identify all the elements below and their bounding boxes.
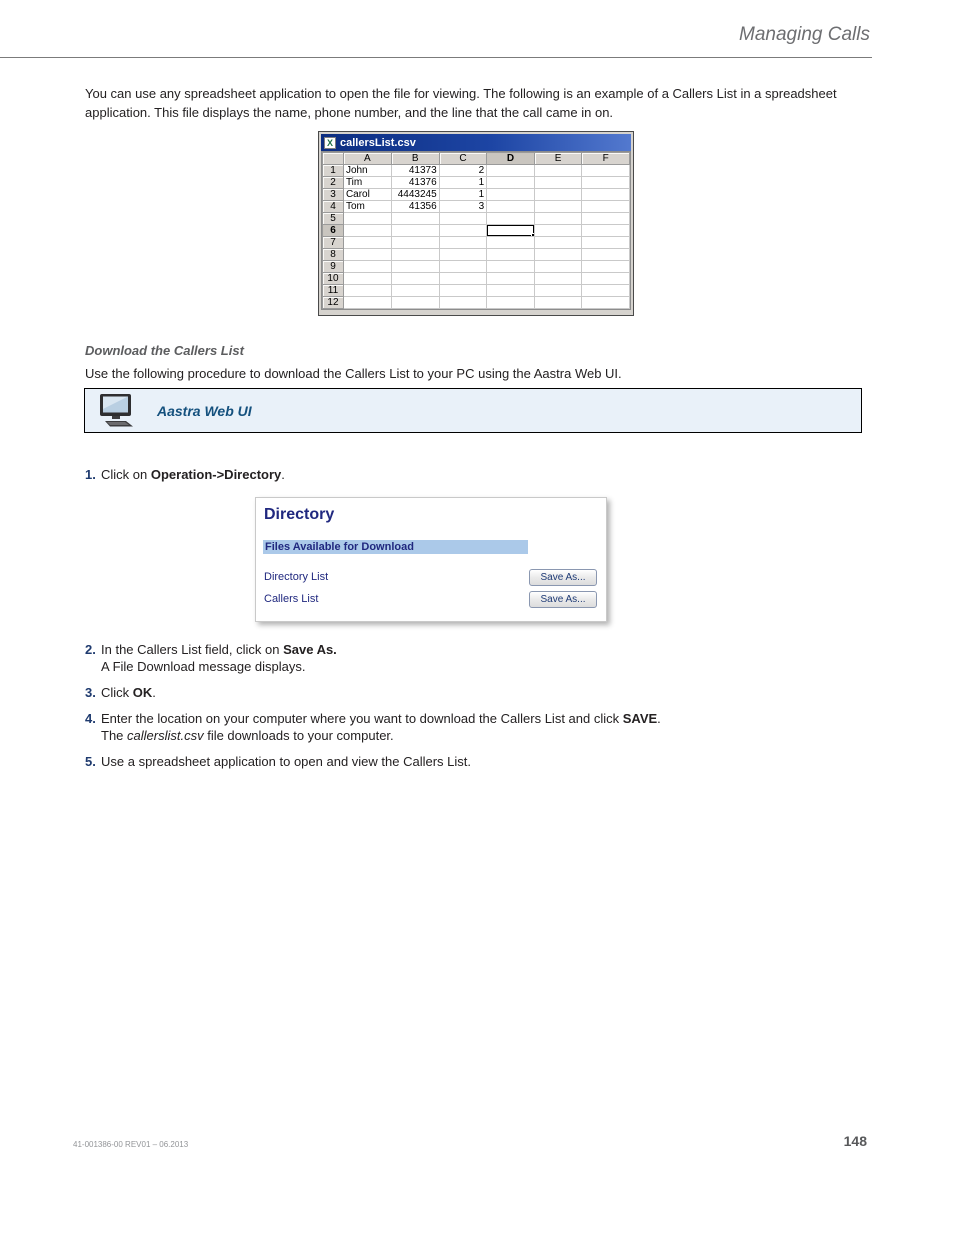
spreadsheet-cell[interactable] (343, 213, 391, 225)
active-cell[interactable] (487, 225, 535, 237)
spreadsheet-cell[interactable]: 3 (439, 201, 487, 213)
save-as-button[interactable]: Save As... (529, 591, 597, 608)
spreadsheet-cell[interactable] (487, 261, 535, 273)
spreadsheet-cell[interactable] (534, 225, 582, 237)
directory-row-label: Callers List (264, 593, 319, 605)
row-header[interactable]: 2 (323, 177, 344, 189)
row-header[interactable]: 12 (323, 297, 344, 309)
spreadsheet-cell[interactable] (439, 225, 487, 237)
column-header[interactable]: E (534, 153, 582, 165)
step-text-segment: Enter the location on your computer where you want to download the Callers List and click (101, 711, 623, 726)
step-number: 1. (85, 467, 96, 482)
spreadsheet-cell[interactable] (487, 201, 535, 213)
spreadsheet-cell[interactable] (582, 213, 630, 225)
spreadsheet-cell[interactable] (487, 237, 535, 249)
spreadsheet-cell[interactable] (487, 285, 535, 297)
step-text-segment: SAVE (622, 711, 658, 726)
step-text-segment: Operation->Directory (150, 467, 282, 482)
step-body (101, 466, 285, 483)
excel-file-icon: X (324, 137, 336, 149)
spreadsheet-cell[interactable] (534, 237, 582, 249)
intro-paragraph: You can use any spreadsheet application to open the file for viewing. The following is an example of a Callers List in a spreadsheet application. This file displays the name, phone number, and the line that the call came in on. (85, 86, 837, 120)
step-number: 3. (85, 685, 96, 700)
spreadsheet-cell[interactable] (582, 297, 630, 309)
spreadsheet-cell[interactable]: 41376 (391, 177, 439, 189)
header-rule (0, 57, 872, 58)
column-header[interactable]: F (582, 153, 630, 165)
spreadsheet-cell[interactable] (343, 237, 391, 249)
step-subtext (101, 658, 337, 675)
row-header[interactable]: 7 (323, 237, 344, 249)
section-lead: Use the following procedure to download the Callers List to your PC using the Aastra Web UI. (85, 366, 622, 381)
directory-panel (255, 497, 607, 622)
files-available-header: Files Available for Download (263, 540, 528, 554)
spreadsheet-cell[interactable] (391, 225, 439, 237)
desktop-computer-icon (95, 393, 137, 429)
spreadsheet-cell[interactable] (582, 273, 630, 285)
spreadsheet-cell[interactable] (534, 213, 582, 225)
spreadsheet-cell[interactable] (534, 201, 582, 213)
row-header[interactable]: 5 (323, 213, 344, 225)
spreadsheet-cell[interactable]: 2 (439, 165, 487, 177)
banner-label: Aastra Web UI (157, 402, 252, 419)
step-text-segment: . (657, 711, 661, 726)
spreadsheet-cell[interactable] (534, 285, 582, 297)
column-header[interactable]: D (487, 153, 535, 165)
column-header[interactable]: B (391, 153, 439, 165)
step-text-segment: . (281, 467, 285, 482)
spreadsheet-cell[interactable]: 1 (439, 177, 487, 189)
spreadsheet-window (318, 131, 634, 316)
spreadsheet-cell[interactable] (391, 285, 439, 297)
step-item (85, 710, 825, 744)
spreadsheet-cell[interactable] (582, 189, 630, 201)
spreadsheet-cell[interactable] (439, 237, 487, 249)
spreadsheet-cell[interactable] (487, 297, 535, 309)
spreadsheet-cell[interactable] (487, 273, 535, 285)
step-text-segment: Use a spreadsheet application to open and view the Callers List. (101, 754, 471, 769)
step-number: 5. (85, 754, 96, 769)
spreadsheet-cell[interactable]: Tom (343, 201, 391, 213)
spreadsheet-cell[interactable] (582, 249, 630, 261)
step-item (85, 641, 825, 675)
page-header-title: Managing Calls (739, 24, 870, 45)
step-text-segment: Save As. (283, 642, 337, 657)
spreadsheet-cell[interactable] (343, 297, 391, 309)
step-item (85, 466, 825, 483)
step-text-segment: file downloads to your computer. (203, 728, 394, 743)
spreadsheet-window-title: callersList.csv (340, 136, 416, 149)
step-text-segment: Click (101, 685, 133, 700)
spreadsheet-cell[interactable] (343, 249, 391, 261)
step-text-segment: callerslist.csv (127, 728, 204, 743)
spreadsheet-cell[interactable] (439, 285, 487, 297)
spreadsheet-cell[interactable] (534, 249, 582, 261)
spreadsheet-cell[interactable] (582, 201, 630, 213)
step-subtext (101, 727, 661, 744)
spreadsheet-cell[interactable]: 4443245 (391, 189, 439, 201)
spreadsheet-cell[interactable] (343, 225, 391, 237)
step-text-segment: A File Download message displays. (101, 659, 306, 674)
spreadsheet-cell[interactable] (391, 273, 439, 285)
spreadsheet-cell[interactable] (582, 165, 630, 177)
step-text-segment: Click on (101, 467, 151, 482)
spreadsheet-cell[interactable]: 41373 (391, 165, 439, 177)
spreadsheet-cell[interactable] (487, 213, 535, 225)
steps-list-b (85, 641, 825, 779)
step-item (85, 684, 825, 701)
step-number: 4. (85, 711, 96, 726)
spreadsheet-cell[interactable]: 41356 (391, 201, 439, 213)
directory-panel-title: Directory (264, 506, 335, 523)
spreadsheet-cell[interactable] (439, 213, 487, 225)
spreadsheet-cell[interactable] (534, 261, 582, 273)
spreadsheet-cell[interactable] (582, 285, 630, 297)
spreadsheet-cell[interactable] (582, 261, 630, 273)
spreadsheet-cell[interactable] (534, 273, 582, 285)
footer-page-number: 148 (843, 1133, 867, 1149)
column-header[interactable]: C (439, 153, 487, 165)
section-heading: Download the Callers List (85, 343, 244, 358)
spreadsheet-cell[interactable] (582, 225, 630, 237)
spreadsheet-cell[interactable] (487, 249, 535, 261)
spreadsheet-cell[interactable] (391, 297, 439, 309)
spreadsheet-cell[interactable]: John (343, 165, 391, 177)
spreadsheet-grid-wrap (321, 151, 631, 310)
aastra-web-ui-banner (84, 388, 862, 433)
spreadsheet-grid (322, 152, 630, 309)
spreadsheet-cell[interactable] (439, 273, 487, 285)
save-as-button[interactable]: Save As... (529, 569, 597, 586)
spreadsheet-cell[interactable] (534, 189, 582, 201)
spreadsheet-cell[interactable] (487, 165, 535, 177)
step-text-segment: . (152, 685, 156, 700)
step-body (101, 641, 337, 675)
step-text-segment: OK (132, 685, 153, 700)
spreadsheet-cell[interactable] (391, 261, 439, 273)
row-header[interactable]: 8 (323, 249, 344, 261)
row-header[interactable]: 9 (323, 261, 344, 273)
spreadsheet-cell[interactable] (391, 249, 439, 261)
spreadsheet-titlebar (321, 134, 631, 151)
step-text-segment: In the Callers List field, click on (101, 642, 284, 657)
steps-list-a (85, 466, 825, 492)
step-number: 2. (85, 642, 96, 657)
spreadsheet-cell[interactable] (487, 177, 535, 189)
row-header[interactable]: 1 (323, 165, 344, 177)
row-header[interactable]: 4 (323, 201, 344, 213)
spreadsheet-cell[interactable] (391, 237, 439, 249)
column-header[interactable]: A (343, 153, 391, 165)
spreadsheet-cell[interactable]: Tim (343, 177, 391, 189)
step-item (85, 753, 825, 770)
step-body (101, 684, 156, 701)
step-body (101, 753, 471, 770)
footer-doc-number: 41-001386-00 REV01 – 06.2013 (73, 1140, 189, 1149)
spreadsheet-cell[interactable] (343, 261, 391, 273)
directory-row (264, 590, 597, 608)
row-header[interactable]: 6 (323, 225, 344, 237)
spreadsheet-cell[interactable]: 1 (439, 189, 487, 201)
row-header[interactable]: 11 (323, 285, 344, 297)
spreadsheet-cell[interactable]: Carol (343, 189, 391, 201)
spreadsheet-cell[interactable] (439, 261, 487, 273)
row-header[interactable]: 3 (323, 189, 344, 201)
spreadsheet-cell[interactable] (343, 285, 391, 297)
spreadsheet-cell[interactable] (534, 165, 582, 177)
step-text-segment: The (101, 728, 128, 743)
spreadsheet-cell[interactable] (582, 177, 630, 189)
spreadsheet-cell[interactable] (343, 273, 391, 285)
spreadsheet-cell[interactable] (391, 213, 439, 225)
spreadsheet-cell[interactable] (534, 177, 582, 189)
spreadsheet-cell[interactable] (439, 297, 487, 309)
directory-row-label: Directory List (264, 571, 329, 583)
spreadsheet-cell[interactable] (582, 237, 630, 249)
spreadsheet-cell[interactable] (439, 249, 487, 261)
spreadsheet-cell[interactable] (487, 189, 535, 201)
directory-row (264, 568, 597, 586)
corner-header (323, 153, 344, 165)
step-body (101, 710, 661, 744)
spreadsheet-cell[interactable] (534, 297, 582, 309)
row-header[interactable]: 10 (323, 273, 344, 285)
